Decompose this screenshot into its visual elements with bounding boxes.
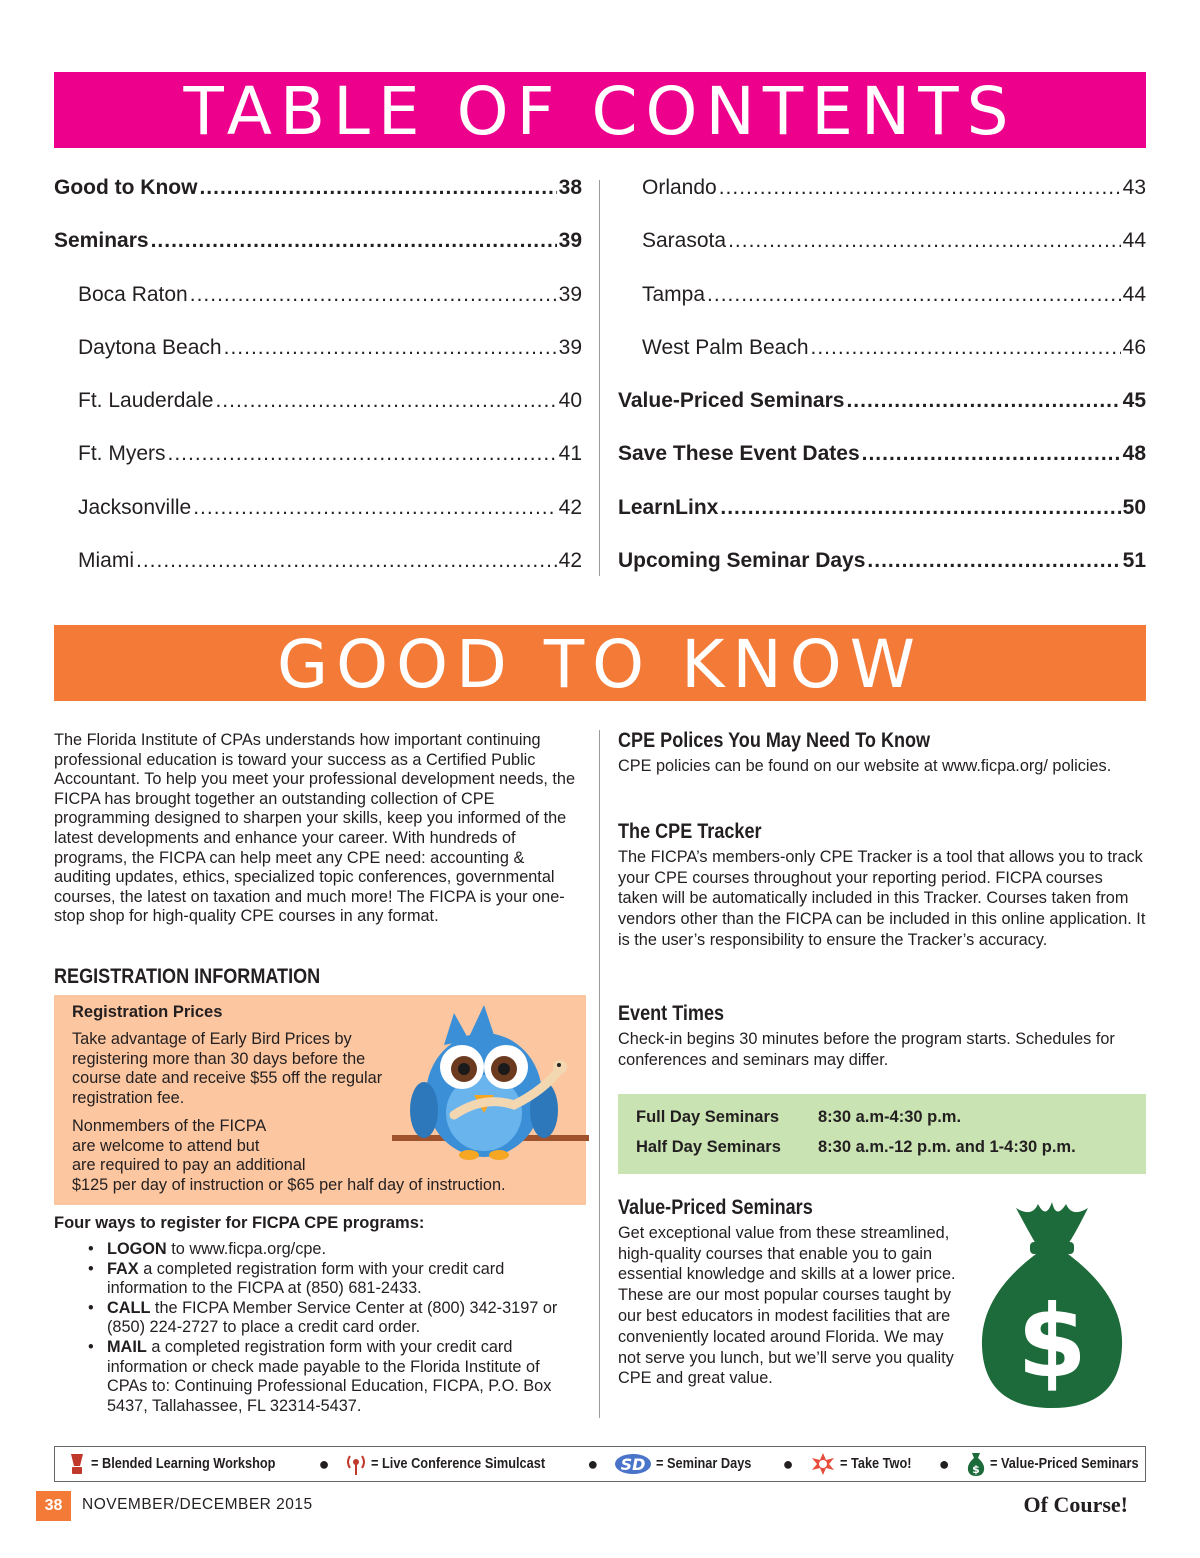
toc-page: 42 — [558, 495, 582, 519]
list-item — [54, 1240, 584, 1260]
toc-label: Upcoming Seminar Days — [618, 549, 866, 573]
toc-banner: TABLE OF CONTENTS — [54, 72, 1146, 148]
toc-entry[interactable] — [618, 283, 1146, 336]
toc-entry[interactable] — [54, 336, 582, 389]
toc-label: Daytona Beach — [78, 335, 222, 359]
broadcast-icon — [345, 1452, 367, 1476]
toc-entry[interactable] — [618, 442, 1146, 495]
toc-label: Save These Event Dates — [618, 442, 860, 466]
event-times-heading: Event Times — [618, 1002, 725, 1025]
way-text: to www.ficpa.org/cpe. — [166, 1240, 326, 1258]
money-bag-icon — [966, 1451, 986, 1477]
toc-page: 41 — [558, 442, 582, 466]
way-text: a completed registration form with your credit card information to the FICPA at (850) 681-2433. — [107, 1259, 505, 1298]
toc-label: Value-Priced Seminars — [618, 389, 845, 413]
good-to-know-banner: GOOD TO KNOW — [54, 625, 1146, 701]
toc-entry[interactable] — [54, 229, 582, 282]
toc-page: 42 — [558, 549, 582, 573]
svg-text:$: $ — [1017, 1283, 1087, 1400]
blender-icon — [67, 1452, 87, 1476]
toc-entry[interactable] — [54, 389, 582, 442]
cpe-policies-text: CPE policies can be found on our website at www.ficpa.org/ policies. — [618, 756, 1112, 775]
toc-page: 46 — [1122, 335, 1146, 359]
ways-to-register-heading: Four ways to register for FICPA CPE programs: — [54, 1214, 425, 1232]
registration-heading: REGISTRATION INFORMATION — [54, 965, 321, 988]
issue-date: NOVEMBER/DECEMBER 2015 — [82, 1496, 313, 1513]
cpe-tracker-section — [618, 822, 1146, 951]
toc-page: 45 — [1122, 389, 1146, 413]
toc-page: 43 — [1122, 176, 1146, 199]
toc-entry[interactable] — [54, 442, 582, 495]
toc-label: Ft. Myers — [78, 442, 166, 466]
toc-label: Boca Raton — [78, 282, 188, 306]
toc-page: 44 — [1122, 282, 1146, 306]
svg-text:SD: SD — [620, 1455, 646, 1474]
toc-divider — [599, 180, 600, 576]
money-bag-icon — [976, 1196, 1128, 1410]
legend-item — [810, 1452, 921, 1476]
legend-separator: ● — [782, 1453, 794, 1474]
toc-entry[interactable] — [54, 176, 582, 229]
toc-page: 51 — [1122, 549, 1146, 573]
toc-label: Good to Know — [54, 176, 198, 199]
take-two-icon — [810, 1452, 836, 1476]
nonmember-line: are required to pay an additional — [72, 1156, 306, 1175]
toc-entry[interactable] — [54, 283, 582, 336]
list-item — [54, 1299, 584, 1338]
toc-page: 39 — [558, 335, 582, 359]
toc-entry[interactable] — [54, 496, 582, 549]
toc-page: 39 — [558, 282, 582, 306]
event-times-text: Check-in begins 30 minutes before the program starts. Schedules for conferences and seminars may differ. — [618, 1029, 1115, 1069]
svg-text:$: $ — [971, 1463, 980, 1476]
toc-page: 39 — [558, 229, 582, 253]
legend-label: = Take Two! — [839, 1456, 911, 1472]
seminar-type: Half Day Seminars — [636, 1138, 781, 1156]
toc-left-column — [54, 176, 582, 602]
way-key: LOGON — [107, 1240, 167, 1258]
cpe-policies-heading: CPE Polices You May Need To Know — [618, 729, 931, 752]
toc-label: Tampa — [642, 282, 706, 306]
table-row — [636, 1108, 962, 1127]
legend-item — [614, 1452, 764, 1476]
legend-item — [345, 1452, 569, 1476]
column-divider — [599, 730, 600, 1418]
way-text: a completed registration form with your credit card information or check made payable to the Florida Institute of CPAs to: Continuing Professional Education, FICPA, P.O. Box 5437, Tallahassee, FL 32314-5437. — [107, 1337, 552, 1415]
legend-item — [67, 1452, 301, 1476]
sd-icon — [614, 1452, 652, 1476]
list-item — [54, 1260, 584, 1299]
registration-prices-box — [54, 995, 586, 1205]
way-key: CALL — [107, 1298, 151, 1317]
way-key: FAX — [107, 1259, 139, 1278]
legend-label: = Value-Priced Seminars — [989, 1456, 1139, 1472]
bird-illustration — [384, 995, 589, 1170]
publication-name: Of Course! — [1023, 1492, 1128, 1517]
registration-prices-title: Registration Prices — [72, 1003, 223, 1021]
toc-page: 40 — [558, 389, 582, 413]
intro-paragraph: The Florida Institute of CPAs understands how important continuing professional education is toward your success as a Certified Public Accountant. To help you meet your professional development needs, the FICPA has brought together an outstanding collection of CPE programming designed to sharpen your skills, keep you informed of the latest developments and enhance your career. With hundreds of programs, the FICPA can help meet any CPE need: accounting & auditing updates, ethics, specialized topic conferences, governmental courses, the latest on taxation and much more! The FICPA is your one-stop shop for high-quality CPE courses in any format. — [54, 731, 576, 926]
early-bird-text: Take advantage of Early Bird Prices by registering more than 30 days before the course date and receive $55 off the regular registration fee. — [72, 1030, 383, 1107]
toc-page: 44 — [1122, 229, 1146, 253]
legend-separator: ● — [938, 1453, 950, 1474]
toc-right-column — [618, 176, 1146, 602]
nonmember-line: $125 per day of instruction or $65 per half day of instruction. — [72, 1175, 506, 1194]
ways-to-register-list — [54, 1240, 584, 1416]
legend-label: = Blended Learning Workshop — [91, 1456, 276, 1472]
toc-label: Sarasota — [642, 229, 727, 253]
seminar-time: 8:30 a.m.-12 p.m. and 1-4:30 p.m. — [818, 1138, 1076, 1156]
list-item — [54, 1338, 584, 1416]
toc-entry[interactable] — [618, 549, 1146, 602]
toc-page: 48 — [1122, 442, 1146, 466]
toc-entry[interactable] — [618, 176, 1146, 229]
toc-label: LearnLinx — [618, 495, 719, 519]
toc-page: 38 — [558, 176, 582, 199]
toc-label: Ft. Lauderdale — [78, 389, 214, 413]
cpe-tracker-text: The FICPA’s members-only CPE Tracker is a tool that allows you to track your CPE courses throughout your reporting period. FICPA courses taken will be automatically included in this Tracker. Courses taken from vendors other than the FICPA can be included in this online application. It is the user’s responsibility to ensure the Tracker’s accuracy. — [618, 847, 1146, 949]
toc-label: Miami — [78, 549, 134, 573]
way-key: MAIL — [107, 1337, 147, 1356]
toc-label: Seminars — [54, 229, 149, 253]
toc-label: West Palm Beach — [642, 335, 809, 359]
nonmember-line: Nonmembers of the FICPA — [72, 1117, 267, 1135]
legend-label: = Seminar Days — [656, 1456, 752, 1472]
toc-entry[interactable] — [618, 389, 1146, 442]
table-row — [636, 1138, 1076, 1157]
value-priced-heading: Value-Priced Seminars — [618, 1196, 813, 1219]
toc-page: 50 — [1122, 495, 1146, 519]
toc-label: Jacksonville — [78, 495, 192, 519]
cpe-tracker-heading: The CPE Tracker — [618, 820, 762, 843]
legend-label: = Live Conference Simulcast — [371, 1456, 546, 1472]
icon-legend — [54, 1446, 1146, 1482]
seminar-type: Full Day Seminars — [636, 1108, 780, 1126]
value-priced-text: Get exceptional value from these streamlined, high-quality courses that enable you to gain essential knowledge and skills at a lower price. These are our most popular courses taught by our best educators in modest facilities that are conveniently located around Florida. We may not serve you lunch, but we’ll serve you quality CPE and great value. — [618, 1223, 956, 1388]
legend-separator: ● — [318, 1453, 330, 1474]
event-times-section — [618, 1004, 1146, 1070]
legend-separator: ● — [587, 1453, 599, 1474]
nonmember-line: are welcome to attend but — [72, 1136, 260, 1155]
event-times-table — [618, 1094, 1146, 1174]
toc-entry[interactable] — [618, 229, 1146, 282]
toc-entry[interactable] — [54, 549, 582, 602]
value-priced-section — [618, 1198, 958, 1389]
way-text: the FICPA Member Service Center at (800) 342-3197 or (850) 224-2727 to place a credit card order. — [107, 1298, 558, 1337]
toc-entry[interactable] — [618, 336, 1146, 389]
cpe-policies-section — [618, 731, 1146, 777]
page-number: 38 — [36, 1491, 71, 1521]
seminar-time: 8:30 a.m-4:30 p.m. — [818, 1108, 962, 1126]
legend-item — [966, 1451, 1159, 1477]
toc-label: Orlando — [642, 176, 717, 199]
toc-entry[interactable] — [618, 496, 1146, 549]
